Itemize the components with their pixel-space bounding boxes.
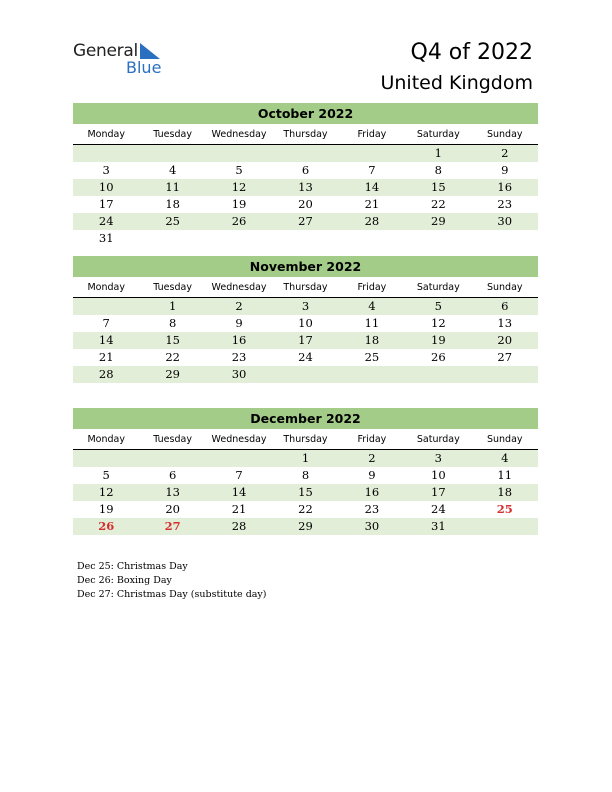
day-cell: 15 <box>165 333 180 347</box>
day-cell: 2 <box>368 451 376 465</box>
weekday-header-row <box>73 431 538 450</box>
day-cell: 26 <box>98 519 115 533</box>
day-cell: 22 <box>298 502 313 516</box>
week-row <box>73 298 538 315</box>
day-cell <box>405 366 471 383</box>
day-cell: 27 <box>497 350 513 364</box>
week-row <box>73 145 538 162</box>
week-row <box>73 332 538 349</box>
week-row <box>73 230 538 247</box>
day-cell: 20 <box>497 333 513 347</box>
month-october <box>73 103 538 247</box>
day-cell: 25 <box>165 214 180 228</box>
month-november <box>73 256 538 383</box>
day-cell: 18 <box>364 333 380 347</box>
day-cell: 24 <box>98 214 114 228</box>
day-cell: 28 <box>98 367 114 381</box>
day-cell: 7 <box>368 163 376 177</box>
day-cell: 8 <box>168 316 177 330</box>
day-cell: 1 <box>434 146 442 160</box>
logo <box>73 41 173 77</box>
day-cell: 5 <box>434 299 442 313</box>
day-cell <box>472 366 538 383</box>
day-cell: 29 <box>165 367 180 381</box>
day-cell: 5 <box>102 468 110 482</box>
day-cell: 20 <box>298 197 313 211</box>
weekday-label: Wednesday <box>211 434 267 445</box>
day-cell <box>272 145 338 162</box>
day-cell: 19 <box>431 333 446 347</box>
day-cell: 2 <box>501 146 509 160</box>
day-cell: 11 <box>364 316 380 330</box>
day-cell: 6 <box>301 163 310 177</box>
day-cell: 16 <box>364 485 380 499</box>
holiday-note: Dec 26: Boxing Day <box>77 575 172 586</box>
weekday-label: Friday <box>357 434 387 445</box>
weekday-label: Monday <box>87 282 125 293</box>
day-cell: 14 <box>231 485 247 499</box>
day-cell: 26 <box>431 350 446 364</box>
holiday-note: Dec 27: Christmas Day (substitute day) <box>77 589 267 600</box>
day-cell: 3 <box>102 163 110 177</box>
month-december <box>73 408 538 535</box>
day-cell: 4 <box>501 451 509 465</box>
day-cell: 23 <box>231 350 247 364</box>
day-cell: 10 <box>298 316 313 330</box>
week-row <box>73 467 538 484</box>
weekday-label: Saturday <box>416 434 460 445</box>
weekday-label: Sunday <box>486 434 523 445</box>
day-cell: 1 <box>168 299 177 313</box>
day-cell: 6 <box>168 468 177 482</box>
day-cell: 20 <box>165 502 180 516</box>
day-cell <box>206 450 272 467</box>
day-cell: 5 <box>235 163 243 177</box>
day-cell: 21 <box>364 197 380 211</box>
week-row <box>73 518 538 535</box>
day-cell <box>339 230 405 247</box>
day-cell: 15 <box>431 180 446 194</box>
day-cell: 27 <box>298 214 313 228</box>
month-header: October 2022 <box>73 103 538 124</box>
day-cell: 21 <box>231 502 247 516</box>
day-cell <box>139 450 205 467</box>
day-cell: 17 <box>431 485 446 499</box>
day-cell <box>206 230 272 247</box>
holiday-notes <box>77 560 267 602</box>
day-cell: 12 <box>98 485 114 499</box>
week-row <box>73 196 538 213</box>
day-cell: 9 <box>368 468 376 482</box>
day-cell <box>472 518 538 535</box>
week-row <box>73 349 538 366</box>
day-cell <box>405 230 471 247</box>
holiday-note: Dec 25: Christmas Day <box>77 561 188 572</box>
week-row <box>73 213 538 230</box>
day-cell: 14 <box>98 333 114 347</box>
day-cell: 30 <box>497 214 513 228</box>
day-cell: 7 <box>235 468 243 482</box>
day-cell: 24 <box>298 350 313 364</box>
day-cell: 27 <box>164 519 181 533</box>
day-cell: 6 <box>501 299 509 313</box>
day-cell: 3 <box>301 299 310 313</box>
day-cell: 16 <box>231 333 247 347</box>
day-cell: 25 <box>364 350 380 364</box>
day-cell: 19 <box>231 197 247 211</box>
week-row <box>73 484 538 501</box>
day-cell: 23 <box>364 502 380 516</box>
day-cell: 4 <box>168 163 177 177</box>
day-cell: 31 <box>98 231 114 245</box>
day-cell <box>272 230 338 247</box>
day-cell: 28 <box>364 214 380 228</box>
day-cell: 30 <box>364 519 380 533</box>
day-cell: 15 <box>298 485 313 499</box>
week-row <box>73 315 538 332</box>
day-cell: 14 <box>364 180 380 194</box>
day-cell: 28 <box>231 519 247 533</box>
day-cell: 25 <box>496 502 513 516</box>
weekday-label: Saturday <box>416 282 460 293</box>
day-cell: 29 <box>298 519 313 533</box>
weekday-label: Thursday <box>283 129 328 140</box>
page-subtitle: United Kingdom <box>380 72 533 94</box>
weekday-label: Tuesday <box>153 282 192 293</box>
day-cell <box>139 230 205 247</box>
week-row <box>73 179 538 196</box>
day-cell: 18 <box>497 485 513 499</box>
page-title: Q4 of 2022 <box>410 40 533 65</box>
week-row <box>73 366 538 383</box>
day-cell: 10 <box>98 180 114 194</box>
day-cell <box>73 298 139 315</box>
day-cell: 13 <box>298 180 313 194</box>
logo-text-blue: Blue <box>126 58 162 77</box>
logo-triangle-icon <box>140 43 160 59</box>
day-cell <box>206 145 272 162</box>
day-cell <box>139 145 205 162</box>
day-cell: 19 <box>98 502 114 516</box>
day-cell: 17 <box>298 333 313 347</box>
day-cell <box>73 145 139 162</box>
week-row <box>73 162 538 179</box>
weekday-label: Monday <box>87 434 125 445</box>
month-header: December 2022 <box>73 408 538 429</box>
day-cell <box>472 230 538 247</box>
day-cell: 13 <box>165 485 180 499</box>
day-cell: 2 <box>235 299 243 313</box>
weekday-header-row <box>73 279 538 298</box>
day-cell: 3 <box>434 451 442 465</box>
day-cell: 24 <box>431 502 446 516</box>
weekday-label: Monday <box>87 129 125 140</box>
day-cell: 9 <box>501 163 509 177</box>
weekday-label: Saturday <box>416 129 460 140</box>
day-cell: 21 <box>98 350 114 364</box>
day-cell: 7 <box>102 316 110 330</box>
day-cell: 22 <box>165 350 180 364</box>
weekday-label: Wednesday <box>211 282 267 293</box>
weekday-label: Tuesday <box>153 129 192 140</box>
day-cell: 16 <box>497 180 513 194</box>
day-cell: 29 <box>431 214 446 228</box>
day-cell: 4 <box>368 299 376 313</box>
day-cell: 8 <box>434 163 442 177</box>
weekday-label: Thursday <box>283 282 328 293</box>
day-cell: 22 <box>431 197 446 211</box>
day-cell: 8 <box>301 468 310 482</box>
day-cell <box>272 366 338 383</box>
day-cell: 11 <box>165 180 180 194</box>
weekday-label: Friday <box>357 129 387 140</box>
weekday-label: Tuesday <box>153 434 192 445</box>
day-cell: 31 <box>431 519 446 533</box>
day-cell: 10 <box>431 468 446 482</box>
day-cell: 30 <box>231 367 247 381</box>
weekday-label: Friday <box>357 282 387 293</box>
weekday-label: Sunday <box>486 129 523 140</box>
logo-text-general: General <box>73 41 138 61</box>
day-cell: 11 <box>497 468 513 482</box>
weekday-header-row <box>73 126 538 145</box>
day-cell: 23 <box>497 197 513 211</box>
month-header: November 2022 <box>73 256 538 277</box>
day-cell: 26 <box>231 214 247 228</box>
day-cell: 12 <box>231 180 247 194</box>
weekday-label: Wednesday <box>211 129 267 140</box>
weekday-label: Thursday <box>283 434 328 445</box>
day-cell: 17 <box>98 197 114 211</box>
day-cell: 9 <box>235 316 243 330</box>
day-cell <box>339 366 405 383</box>
day-cell: 12 <box>431 316 446 330</box>
day-cell <box>73 450 139 467</box>
week-row <box>73 501 538 518</box>
week-row <box>73 450 538 467</box>
day-cell <box>339 145 405 162</box>
day-cell: 13 <box>497 316 513 330</box>
weekday-label: Sunday <box>486 282 523 293</box>
day-cell: 18 <box>165 197 180 211</box>
day-cell: 1 <box>301 451 310 465</box>
